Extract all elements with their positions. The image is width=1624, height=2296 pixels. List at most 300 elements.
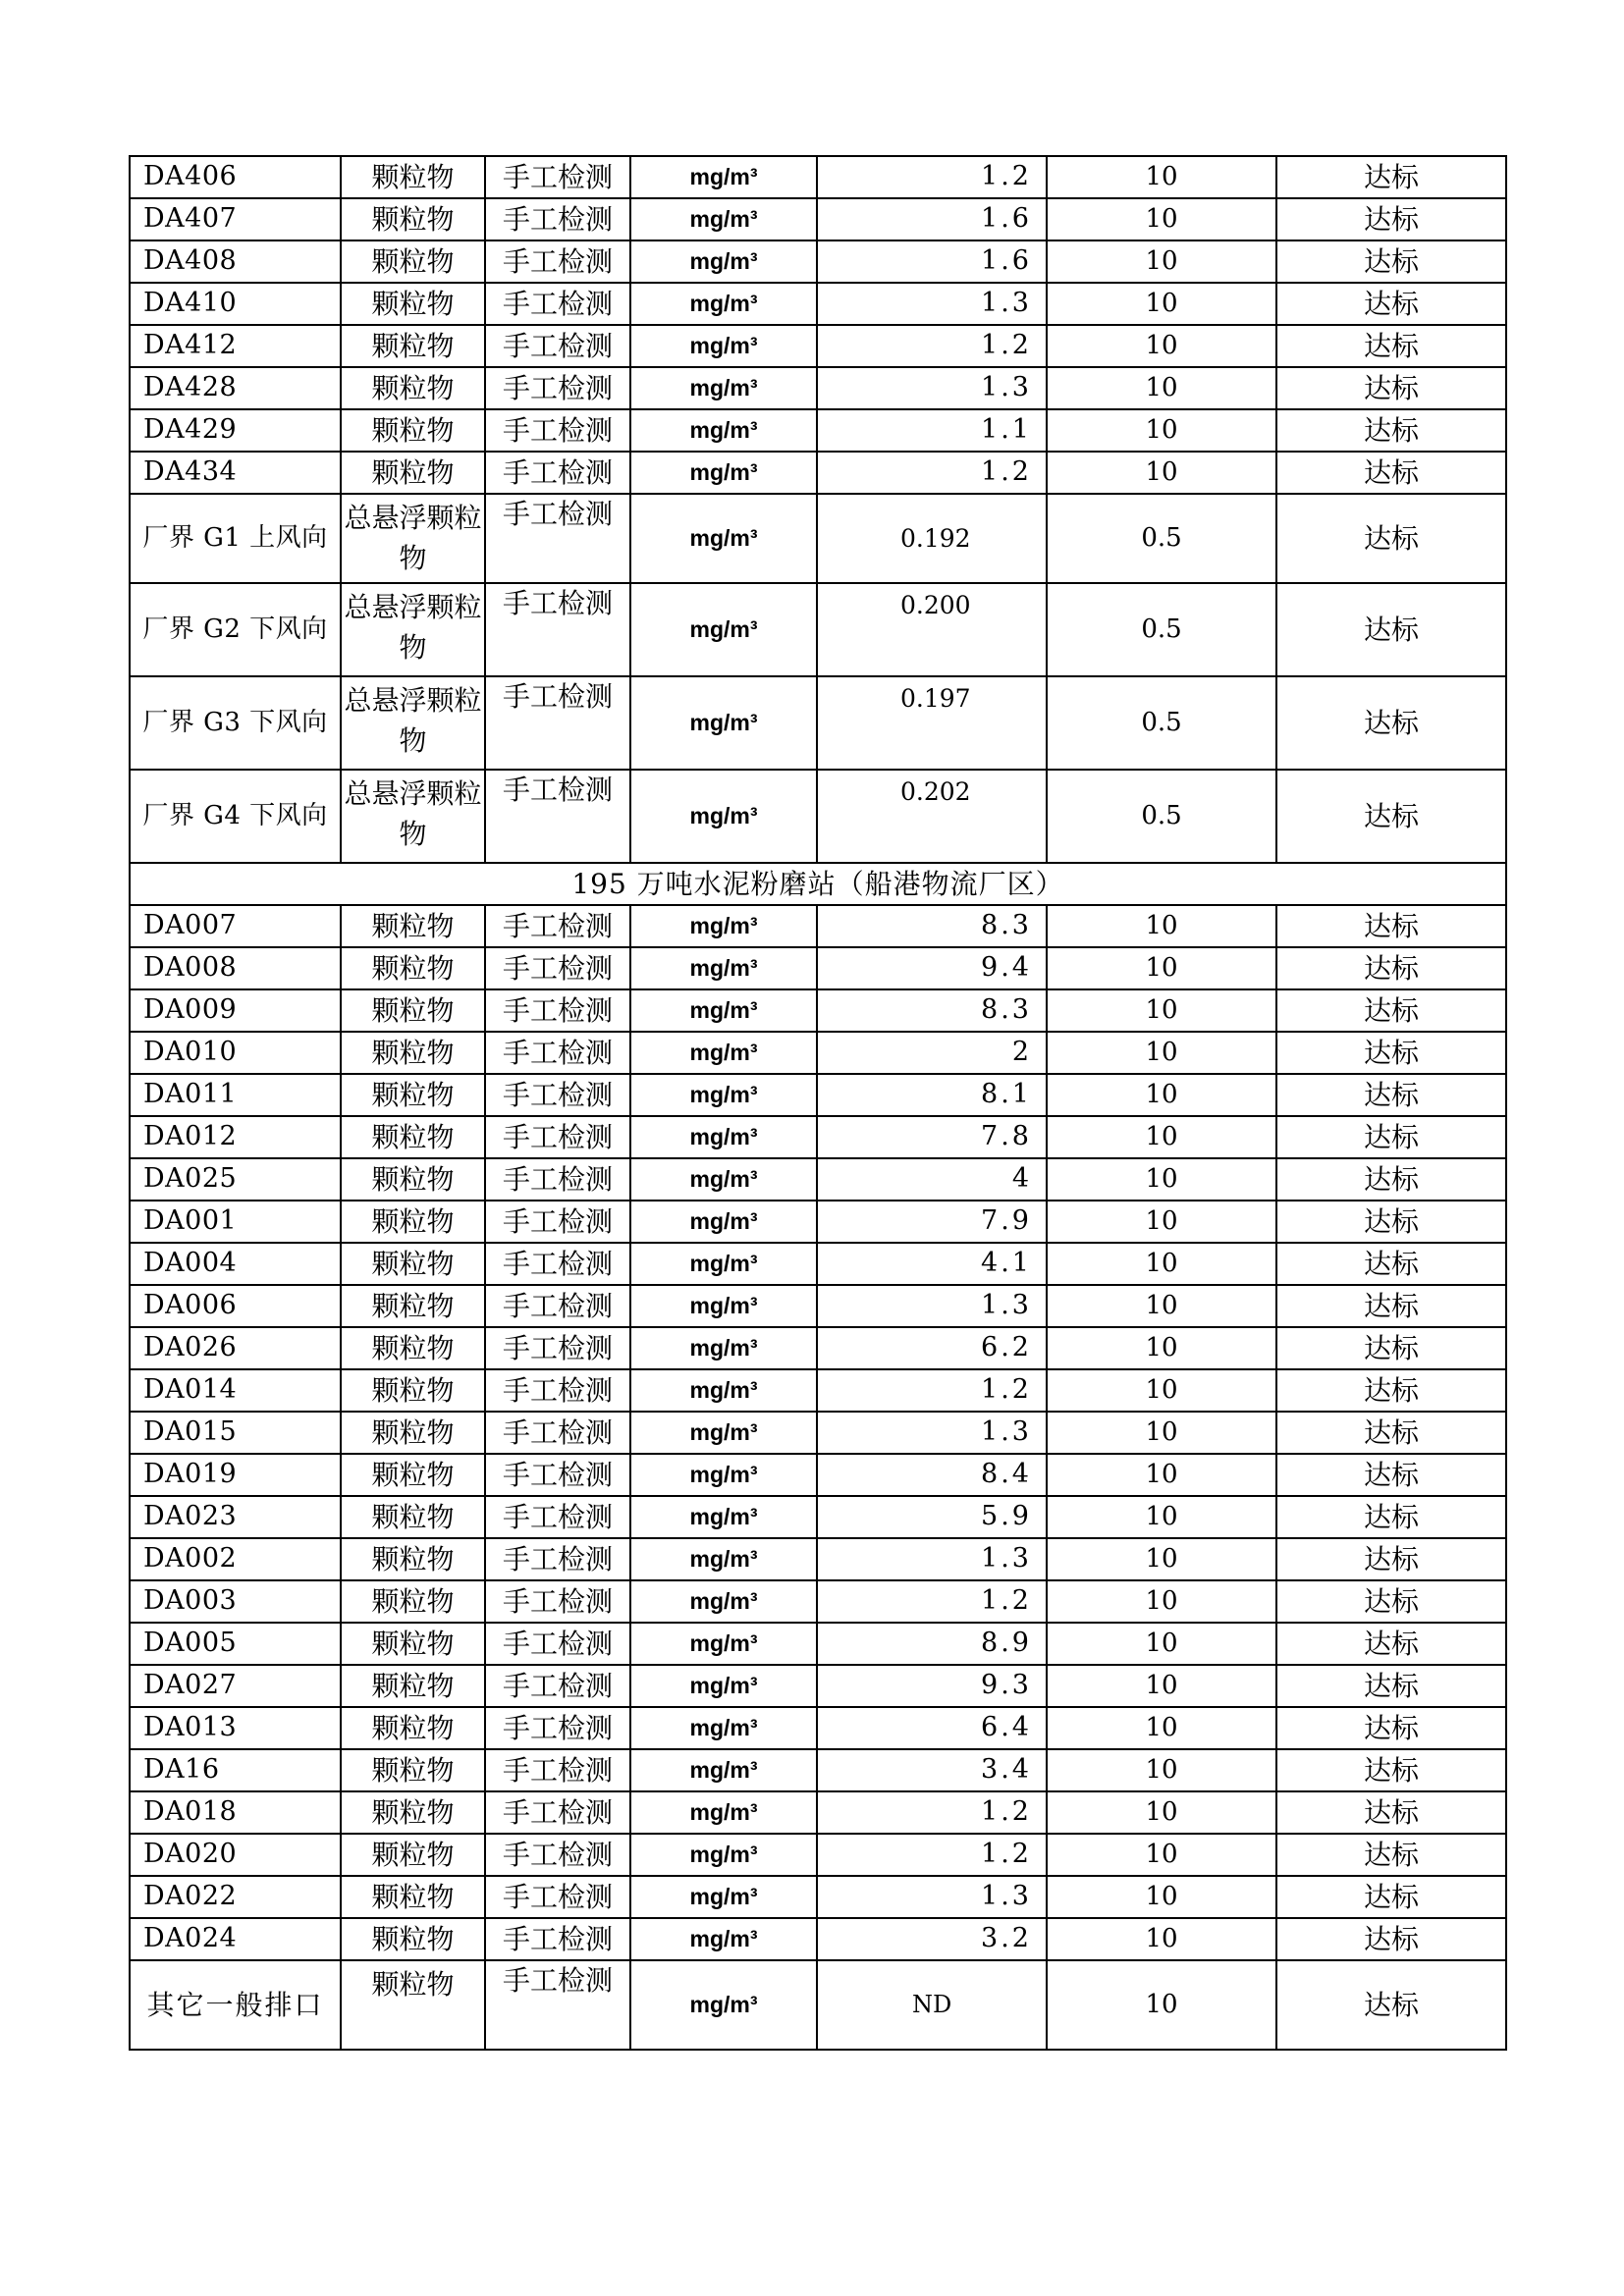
outlet-id-cell: DA408: [130, 240, 341, 283]
result-cell: 达标: [1276, 1580, 1506, 1623]
table-row: [130, 1285, 1506, 1327]
outlet-id-cell: 厂界 G4 下风向: [130, 770, 341, 863]
result-cell: 达标: [1276, 1327, 1506, 1369]
table-row: [130, 1327, 1506, 1369]
measured-value-cell: 5.9: [817, 1496, 1047, 1538]
unit-cell: mg/m³: [630, 1707, 817, 1749]
outlet-id-cell: DA013: [130, 1707, 341, 1749]
method-cell: 手工检测: [485, 989, 630, 1032]
unit-cell: mg/m³: [630, 1412, 817, 1454]
measured-value-cell: 8.3: [817, 905, 1047, 947]
limit-cell: 10: [1047, 1960, 1276, 2050]
pollutant-cell: 颗粒物: [341, 156, 485, 198]
table-row: [130, 1412, 1506, 1454]
outlet-id-cell: DA008: [130, 947, 341, 989]
table-row: [130, 1454, 1506, 1496]
measured-value-cell: 7.8: [817, 1116, 1047, 1158]
section-header-row: [130, 863, 1506, 905]
result-cell: 达标: [1276, 367, 1506, 409]
limit-cell: 10: [1047, 452, 1276, 494]
table-row: [130, 1116, 1506, 1158]
method-cell: 手工检测: [485, 1707, 630, 1749]
measured-value-cell: 1.2: [817, 1791, 1047, 1834]
result-cell: 达标: [1276, 1074, 1506, 1116]
method-cell: 手工检测: [485, 947, 630, 989]
method-cell: 手工检测: [485, 770, 630, 863]
outlet-id-cell: DA027: [130, 1665, 341, 1707]
measured-value-cell: 1.3: [817, 1285, 1047, 1327]
unit-cell: mg/m³: [630, 367, 817, 409]
measured-value-cell: 1.3: [817, 1412, 1047, 1454]
unit-cell: mg/m³: [630, 1116, 817, 1158]
pollutant-cell: 颗粒物: [341, 1116, 485, 1158]
unit-cell: mg/m³: [630, 1580, 817, 1623]
method-cell: 手工检测: [485, 1369, 630, 1412]
limit-cell: 10: [1047, 325, 1276, 367]
unit-cell: mg/m³: [630, 1285, 817, 1327]
pollutant-cell: 颗粒物: [341, 1538, 485, 1580]
outlet-id-cell: 厂界 G3 下风向: [130, 676, 341, 770]
outlet-id-cell: 厂界 G1 上风向: [130, 494, 341, 583]
result-cell: 达标: [1276, 1665, 1506, 1707]
outlet-id-cell: DA010: [130, 1032, 341, 1074]
pollutant-cell: 颗粒物: [341, 905, 485, 947]
table-row: [130, 1834, 1506, 1876]
measured-value-cell: ND: [817, 1960, 1047, 2050]
table-row: [130, 1496, 1506, 1538]
result-cell: 达标: [1276, 770, 1506, 863]
method-cell: 手工检测: [485, 1749, 630, 1791]
table-row: [130, 198, 1506, 240]
limit-cell: 10: [1047, 1285, 1276, 1327]
outlet-id-cell: DA434: [130, 452, 341, 494]
method-cell: 手工检测: [485, 1158, 630, 1201]
table-row: [130, 1580, 1506, 1623]
outlet-id-cell: DA020: [130, 1834, 341, 1876]
result-cell: 达标: [1276, 1032, 1506, 1074]
method-cell: 手工检测: [485, 283, 630, 325]
pollutant-cell: 总悬浮颗粒物: [341, 583, 485, 676]
measured-value-cell: 6.2: [817, 1327, 1047, 1369]
unit-cell: mg/m³: [630, 1749, 817, 1791]
measured-value-cell: 1.2: [817, 1369, 1047, 1412]
outlet-id-cell: DA015: [130, 1412, 341, 1454]
limit-cell: 10: [1047, 1496, 1276, 1538]
section-title: 195 万吨水泥粉磨站（船港物流厂区）: [130, 863, 1506, 905]
limit-cell: 10: [1047, 1580, 1276, 1623]
measured-value-cell: 1.3: [817, 283, 1047, 325]
limit-cell: 10: [1047, 1243, 1276, 1285]
pollutant-cell: 颗粒物: [341, 1327, 485, 1369]
unit-cell: mg/m³: [630, 1201, 817, 1243]
method-cell: 手工检测: [485, 1285, 630, 1327]
pollutant-cell: 颗粒物: [341, 1496, 485, 1538]
method-cell: 手工检测: [485, 1116, 630, 1158]
measured-value-cell: 1.2: [817, 452, 1047, 494]
method-cell: 手工检测: [485, 1454, 630, 1496]
limit-cell: 10: [1047, 1454, 1276, 1496]
limit-cell: 10: [1047, 989, 1276, 1032]
limit-cell: 10: [1047, 240, 1276, 283]
method-cell: 手工检测: [485, 1665, 630, 1707]
pollutant-cell: 颗粒物: [341, 1707, 485, 1749]
outlet-id-cell: DA004: [130, 1243, 341, 1285]
unit-cell: mg/m³: [630, 989, 817, 1032]
pollutant-cell: 颗粒物: [341, 1876, 485, 1918]
method-cell: 手工检测: [485, 198, 630, 240]
limit-cell: 10: [1047, 1707, 1276, 1749]
measured-value-cell: 7.9: [817, 1201, 1047, 1243]
limit-cell: 10: [1047, 1369, 1276, 1412]
limit-cell: 10: [1047, 1791, 1276, 1834]
method-cell: 手工检测: [485, 1032, 630, 1074]
outlet-id-cell: DA001: [130, 1201, 341, 1243]
measured-value-cell: 8.4: [817, 1454, 1047, 1496]
limit-cell: 10: [1047, 1623, 1276, 1665]
outlet-id-cell: DA022: [130, 1876, 341, 1918]
unit-cell: mg/m³: [630, 1327, 817, 1369]
result-cell: 达标: [1276, 676, 1506, 770]
pollutant-cell: 颗粒物: [341, 1243, 485, 1285]
method-cell: 手工检测: [485, 1538, 630, 1580]
pollutant-cell: 颗粒物: [341, 283, 485, 325]
pollutant-cell: 颗粒物: [341, 452, 485, 494]
outlet-id-cell: DA019: [130, 1454, 341, 1496]
measured-value-cell: 8.3: [817, 989, 1047, 1032]
pollutant-cell: 颗粒物: [341, 1960, 485, 2050]
measured-value-cell: 8.1: [817, 1074, 1047, 1116]
outlet-id-cell: DA429: [130, 409, 341, 452]
table-row: [130, 283, 1506, 325]
table-row: [130, 1918, 1506, 1960]
unit-cell: mg/m³: [630, 1074, 817, 1116]
measured-value-cell: 1.2: [817, 1580, 1047, 1623]
unit-cell: mg/m³: [630, 770, 817, 863]
unit-cell: mg/m³: [630, 583, 817, 676]
method-cell: 手工检测: [485, 1580, 630, 1623]
outlet-id-cell: DA012: [130, 1116, 341, 1158]
pollutant-cell: 颗粒物: [341, 947, 485, 989]
unit-cell: mg/m³: [630, 1834, 817, 1876]
outlet-id-cell: DA023: [130, 1496, 341, 1538]
pollutant-cell: 颗粒物: [341, 325, 485, 367]
unit-cell: mg/m³: [630, 905, 817, 947]
limit-cell: 10: [1047, 905, 1276, 947]
method-cell: 手工检测: [485, 494, 630, 583]
outlet-id-cell: DA007: [130, 905, 341, 947]
pollutant-cell: 颗粒物: [341, 989, 485, 1032]
table-row: [130, 1201, 1506, 1243]
result-cell: 达标: [1276, 1412, 1506, 1454]
limit-cell: 10: [1047, 947, 1276, 989]
result-cell: 达标: [1276, 1116, 1506, 1158]
limit-cell: 10: [1047, 409, 1276, 452]
outlet-id-cell: DA006: [130, 1285, 341, 1327]
measured-value-cell: 8.9: [817, 1623, 1047, 1665]
limit-cell: 10: [1047, 367, 1276, 409]
measured-value-cell: 0.202: [817, 770, 1047, 863]
table-row: [130, 1623, 1506, 1665]
method-cell: 手工检测: [485, 1412, 630, 1454]
method-cell: 手工检测: [485, 1876, 630, 1918]
measured-value-cell: 6.4: [817, 1707, 1047, 1749]
measured-value-cell: 1.2: [817, 325, 1047, 367]
table-row: [130, 452, 1506, 494]
pollutant-cell: 颗粒物: [341, 1665, 485, 1707]
result-cell: 达标: [1276, 947, 1506, 989]
table-body: [130, 156, 1506, 2050]
result-cell: 达标: [1276, 452, 1506, 494]
method-cell: 手工检测: [485, 583, 630, 676]
measured-value-cell: 1.3: [817, 1876, 1047, 1918]
pollutant-cell: 颗粒物: [341, 409, 485, 452]
measured-value-cell: 1.6: [817, 198, 1047, 240]
result-cell: 达标: [1276, 1876, 1506, 1918]
limit-cell: 10: [1047, 1918, 1276, 1960]
pollutant-cell: 颗粒物: [341, 1032, 485, 1074]
unit-cell: mg/m³: [630, 198, 817, 240]
limit-cell: 10: [1047, 1749, 1276, 1791]
emission-monitoring-table: [129, 155, 1507, 2051]
method-cell: 手工检测: [485, 1918, 630, 1960]
limit-cell: 10: [1047, 1665, 1276, 1707]
result-cell: 达标: [1276, 156, 1506, 198]
limit-cell: 10: [1047, 1158, 1276, 1201]
measured-value-cell: 1.3: [817, 367, 1047, 409]
table-row: [130, 947, 1506, 989]
pollutant-cell: 颗粒物: [341, 198, 485, 240]
limit-cell: 0.5: [1047, 676, 1276, 770]
unit-cell: mg/m³: [630, 1538, 817, 1580]
outlet-id-cell: DA025: [130, 1158, 341, 1201]
result-cell: 达标: [1276, 1918, 1506, 1960]
limit-cell: 0.5: [1047, 770, 1276, 863]
limit-cell: 10: [1047, 1327, 1276, 1369]
result-cell: 达标: [1276, 1201, 1506, 1243]
measured-value-cell: 9.3: [817, 1665, 1047, 1707]
measured-value-cell: 3.2: [817, 1918, 1047, 1960]
limit-cell: 10: [1047, 1834, 1276, 1876]
outlet-id-cell: DA002: [130, 1538, 341, 1580]
table-row: [130, 240, 1506, 283]
limit-cell: 10: [1047, 1116, 1276, 1158]
limit-cell: 0.5: [1047, 583, 1276, 676]
table-row: [130, 156, 1506, 198]
result-cell: 达标: [1276, 1243, 1506, 1285]
measured-value-cell: 9.4: [817, 947, 1047, 989]
unit-cell: mg/m³: [630, 1876, 817, 1918]
pollutant-cell: 颗粒物: [341, 1158, 485, 1201]
limit-cell: 10: [1047, 1201, 1276, 1243]
table-row: [130, 1876, 1506, 1918]
unit-cell: mg/m³: [630, 1369, 817, 1412]
method-cell: 手工检测: [485, 1496, 630, 1538]
unit-cell: mg/m³: [630, 676, 817, 770]
outlet-id-cell: DA412: [130, 325, 341, 367]
measured-value-cell: 2: [817, 1032, 1047, 1074]
unit-cell: mg/m³: [630, 409, 817, 452]
result-cell: 达标: [1276, 905, 1506, 947]
method-cell: 手工检测: [485, 409, 630, 452]
table-row: [130, 367, 1506, 409]
result-cell: 达标: [1276, 240, 1506, 283]
table-row: [130, 325, 1506, 367]
result-cell: 达标: [1276, 494, 1506, 583]
result-cell: 达标: [1276, 1454, 1506, 1496]
method-cell: 手工检测: [485, 1623, 630, 1665]
method-cell: 手工检测: [485, 325, 630, 367]
unit-cell: mg/m³: [630, 283, 817, 325]
result-cell: 达标: [1276, 1960, 1506, 2050]
result-cell: 达标: [1276, 989, 1506, 1032]
table-row: [130, 1749, 1506, 1791]
unit-cell: mg/m³: [630, 1665, 817, 1707]
pollutant-cell: 颗粒物: [341, 1918, 485, 1960]
unit-cell: mg/m³: [630, 1454, 817, 1496]
unit-cell: mg/m³: [630, 1918, 817, 1960]
outlet-id-cell: 厂界 G2 下风向: [130, 583, 341, 676]
outlet-id-cell: DA005: [130, 1623, 341, 1665]
measured-value-cell: 1.2: [817, 156, 1047, 198]
outlet-id-cell: DA011: [130, 1074, 341, 1116]
result-cell: 达标: [1276, 409, 1506, 452]
result-cell: 达标: [1276, 1369, 1506, 1412]
result-cell: 达标: [1276, 1285, 1506, 1327]
table-row: [130, 1791, 1506, 1834]
method-cell: 手工检测: [485, 905, 630, 947]
measured-value-cell: 4: [817, 1158, 1047, 1201]
pollutant-cell: 颗粒物: [341, 1201, 485, 1243]
unit-cell: mg/m³: [630, 1032, 817, 1074]
method-cell: 手工检测: [485, 1243, 630, 1285]
outlet-id-cell: DA410: [130, 283, 341, 325]
measured-value-cell: 0.192: [817, 494, 1047, 583]
table-row: [130, 1665, 1506, 1707]
result-cell: 达标: [1276, 583, 1506, 676]
measured-value-cell: 3.4: [817, 1749, 1047, 1791]
measured-value-cell: 1.6: [817, 240, 1047, 283]
pollutant-cell: 颗粒物: [341, 1412, 485, 1454]
outlet-id-cell: DA407: [130, 198, 341, 240]
method-cell: 手工检测: [485, 1834, 630, 1876]
measured-value-cell: 1.2: [817, 1834, 1047, 1876]
method-cell: 手工检测: [485, 1327, 630, 1369]
unit-cell: mg/m³: [630, 1496, 817, 1538]
table-row: [130, 1074, 1506, 1116]
unit-cell: mg/m³: [630, 494, 817, 583]
result-cell: 达标: [1276, 1834, 1506, 1876]
measured-value-cell: 0.200: [817, 583, 1047, 676]
measured-value-cell: 0.197: [817, 676, 1047, 770]
method-cell: 手工检测: [485, 676, 630, 770]
table-row: [130, 770, 1506, 863]
unit-cell: mg/m³: [630, 325, 817, 367]
method-cell: 手工检测: [485, 156, 630, 198]
pollutant-cell: 颗粒物: [341, 1791, 485, 1834]
result-cell: 达标: [1276, 1158, 1506, 1201]
table-row: [130, 494, 1506, 583]
table-row: [130, 989, 1506, 1032]
table-row: [130, 1158, 1506, 1201]
table-row: [130, 1369, 1506, 1412]
unit-cell: mg/m³: [630, 1960, 817, 2050]
table-row: [130, 409, 1506, 452]
unit-cell: mg/m³: [630, 1623, 817, 1665]
method-cell: 手工检测: [485, 240, 630, 283]
result-cell: 达标: [1276, 1749, 1506, 1791]
pollutant-cell: 颗粒物: [341, 240, 485, 283]
unit-cell: mg/m³: [630, 240, 817, 283]
pollutant-cell: 颗粒物: [341, 1623, 485, 1665]
table-row: [130, 1032, 1506, 1074]
outlet-id-cell: DA014: [130, 1369, 341, 1412]
unit-cell: mg/m³: [630, 452, 817, 494]
pollutant-cell: 颗粒物: [341, 1749, 485, 1791]
result-cell: 达标: [1276, 1623, 1506, 1665]
limit-cell: 10: [1047, 1876, 1276, 1918]
pollutant-cell: 颗粒物: [341, 367, 485, 409]
outlet-id-cell: DA406: [130, 156, 341, 198]
result-cell: 达标: [1276, 1496, 1506, 1538]
table-row: [130, 583, 1506, 676]
pollutant-cell: 总悬浮颗粒物: [341, 770, 485, 863]
method-cell: 手工检测: [485, 367, 630, 409]
pollutant-cell: 总悬浮颗粒物: [341, 676, 485, 770]
outlet-id-cell: 其它一般排口: [130, 1960, 341, 2050]
method-cell: 手工检测: [485, 1201, 630, 1243]
method-cell: 手工检测: [485, 1960, 630, 2050]
pollutant-cell: 颗粒物: [341, 1369, 485, 1412]
outlet-id-cell: DA428: [130, 367, 341, 409]
outlet-id-cell: DA003: [130, 1580, 341, 1623]
result-cell: 达标: [1276, 1538, 1506, 1580]
outlet-id-cell: DA024: [130, 1918, 341, 1960]
table-row: [130, 1243, 1506, 1285]
measured-value-cell: 1.1: [817, 409, 1047, 452]
pollutant-cell: 颗粒物: [341, 1834, 485, 1876]
pollutant-cell: 颗粒物: [341, 1074, 485, 1116]
unit-cell: mg/m³: [630, 156, 817, 198]
limit-cell: 10: [1047, 156, 1276, 198]
result-cell: 达标: [1276, 1791, 1506, 1834]
pollutant-cell: 颗粒物: [341, 1454, 485, 1496]
measured-value-cell: 4.1: [817, 1243, 1047, 1285]
result-cell: 达标: [1276, 325, 1506, 367]
unit-cell: mg/m³: [630, 947, 817, 989]
measured-value-cell: 1.3: [817, 1538, 1047, 1580]
limit-cell: 10: [1047, 1074, 1276, 1116]
limit-cell: 10: [1047, 1032, 1276, 1074]
method-cell: 手工检测: [485, 1074, 630, 1116]
outlet-id-cell: DA018: [130, 1791, 341, 1834]
table-row: [130, 905, 1506, 947]
outlet-id-cell: DA009: [130, 989, 341, 1032]
outlet-id-cell: DA16: [130, 1749, 341, 1791]
pollutant-cell: 颗粒物: [341, 1285, 485, 1327]
pollutant-cell: 颗粒物: [341, 1580, 485, 1623]
unit-cell: mg/m³: [630, 1158, 817, 1201]
table-row: [130, 1707, 1506, 1749]
method-cell: 手工检测: [485, 1791, 630, 1834]
result-cell: 达标: [1276, 1707, 1506, 1749]
unit-cell: mg/m³: [630, 1243, 817, 1285]
pollutant-cell: 总悬浮颗粒物: [341, 494, 485, 583]
table-row: [130, 1960, 1506, 2050]
emission-table-container: [129, 155, 1505, 2051]
limit-cell: 10: [1047, 198, 1276, 240]
result-cell: 达标: [1276, 283, 1506, 325]
limit-cell: 10: [1047, 283, 1276, 325]
